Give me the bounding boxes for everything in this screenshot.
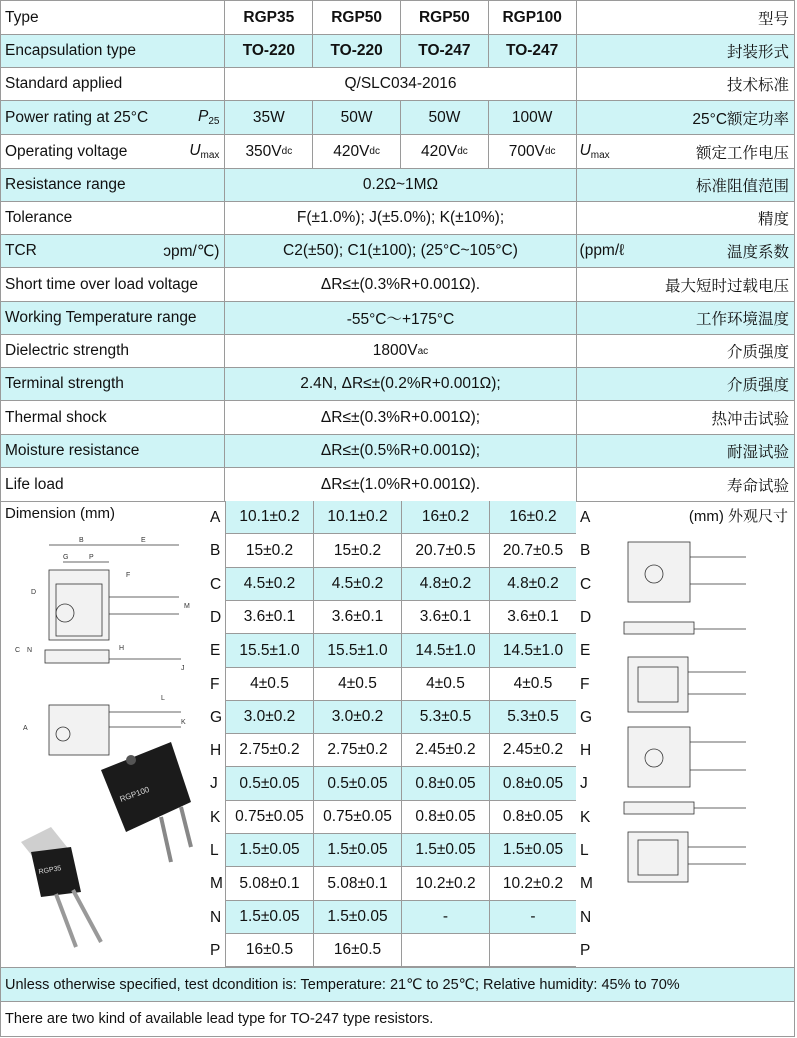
power-3: 50W	[401, 101, 489, 134]
dimension-value: 0.5±0.05	[314, 767, 402, 800]
dimension-value: 4.5±0.2	[314, 568, 402, 600]
svg-text:D: D	[31, 589, 37, 596]
resistance-row	[0, 168, 795, 201]
dimension-value	[402, 934, 490, 966]
dimension-value: 1.5±0.05	[314, 834, 402, 866]
product-photo-rgp100	[101, 742, 191, 862]
resistance-value: 0.2Ω~1MΩ	[225, 169, 576, 201]
dimension-value: 1.5±0.05	[226, 834, 314, 866]
dimension-row-n	[226, 901, 576, 934]
package-1: TO-220	[225, 35, 313, 67]
dimension-value: 3.6±0.1	[402, 601, 490, 633]
dimension-value: 5.08±0.1	[226, 867, 314, 900]
dimension-value: 1.5±0.05	[314, 901, 402, 933]
overload-row	[0, 267, 795, 301]
dimension-value: 16±0.5	[226, 934, 314, 966]
dimension-letter-right: L	[580, 841, 589, 859]
dimension-value: 14.5±1.0	[490, 634, 576, 667]
dimension-letter-right: M	[580, 875, 593, 892]
dimension-letter-left: A	[210, 508, 221, 526]
package-4: TO-247	[489, 35, 577, 67]
to247-drawings	[576, 502, 795, 968]
dimension-value: 0.8±0.05	[502, 808, 564, 825]
dimension-letter-right: J	[580, 775, 588, 792]
dimension-value: 3.0±0.2	[314, 701, 402, 733]
dimension-letter-left: F	[210, 675, 220, 693]
model-3: RGP50	[401, 1, 489, 34]
dimension-row-g	[226, 701, 576, 734]
lead-type-note: There are two kind of available lead type for TO-247 type resistors.	[0, 1001, 795, 1037]
dimension-letter-right: N	[580, 908, 592, 926]
svg-text:A: A	[23, 725, 28, 732]
dimension-letter-left: K	[210, 808, 221, 826]
dimension-value: 4.8±0.2	[490, 568, 576, 600]
dimension-value: 0.75±0.05	[314, 801, 402, 833]
dimension-letter-left: G	[210, 708, 223, 726]
to247-alt-front-view	[628, 727, 746, 787]
row-name	[0, 135, 225, 168]
voltage-2: 420V dc	[313, 135, 401, 168]
power-2: 50W	[313, 101, 401, 134]
to247-front-view	[628, 542, 746, 602]
dimension-letter-right: P	[580, 941, 591, 959]
dimension-row-m	[226, 867, 576, 901]
dimension-letter-left: N	[210, 908, 222, 926]
dimension-letter-left: L	[210, 841, 219, 859]
dimension-row-b	[226, 534, 576, 568]
power-symbol: $P_{25}$	[197, 108, 220, 127]
dimension-value: 5.3±0.5	[490, 701, 576, 733]
svg-text:L: L	[161, 695, 165, 702]
row-name: Encapsulation type	[0, 35, 225, 67]
dimension-row-d	[226, 601, 576, 634]
dimension-letter-left: J	[210, 775, 218, 792]
svg-text:P: P	[89, 554, 94, 561]
row-name: Dielectric strength	[0, 335, 225, 367]
dimension-letter-right: G	[580, 708, 593, 726]
row-name-cn: 寿命试验	[577, 468, 795, 501]
dimension-letter-right: C	[580, 575, 592, 593]
dimension-value: 10.2±0.2	[402, 867, 490, 900]
row-name-cn: 最大短时过载电压	[577, 268, 795, 301]
svg-text:E: E	[141, 537, 146, 544]
dimension-value	[490, 934, 576, 966]
working-temp-value: -55°C～+175°C	[225, 302, 576, 334]
row-name-cn: $U_{max}$ 额定工作电压	[577, 135, 795, 168]
dimension-letter-left: M	[210, 875, 223, 892]
package-2: TO-220	[313, 35, 401, 67]
dimension-value: 0.8±0.05	[402, 767, 490, 800]
dimension-value: 0.5±0.05	[226, 767, 314, 800]
thermal-value: ΔR≤±(0.3%R+0.001Ω);	[225, 401, 576, 434]
svg-text:M: M	[184, 603, 190, 610]
dimension-value: 15.5±1.0	[314, 634, 402, 667]
dimension-value: 4±0.5	[513, 675, 553, 692]
standard-row	[0, 67, 795, 100]
header-row	[0, 0, 795, 34]
model-1: RGP35	[225, 1, 313, 34]
dimension-value: -	[402, 901, 490, 933]
dimension-row-e	[226, 634, 576, 668]
dimension-value: 4.8±0.2	[402, 568, 490, 600]
dimension-value: 1.5±0.05	[490, 834, 576, 866]
dimension-letter-right: E	[580, 642, 591, 659]
to247-side-view	[624, 622, 746, 634]
dimension-value: 2.75±0.2	[226, 734, 314, 766]
tolerance-row	[0, 201, 795, 234]
row-name-cn: 工作环境温度	[577, 302, 795, 334]
dimension-value: 16±0.2	[402, 501, 490, 533]
dimension-letter-right: A	[580, 508, 591, 526]
dimension-row-k	[226, 801, 576, 834]
svg-text:K: K	[181, 719, 186, 726]
row-name	[0, 235, 225, 267]
moisture-value: ΔR≤±(0.5%R+0.001Ω);	[225, 435, 576, 467]
dimension-value: 0.75±0.05	[226, 801, 314, 833]
dimension-letter-right: B	[580, 542, 591, 559]
dimension-row-f	[226, 668, 576, 701]
voltage-1: 350V dc	[225, 135, 313, 168]
encapsulation-row	[0, 34, 795, 67]
svg-text:H: H	[119, 645, 125, 652]
dimension-letter-left: C	[210, 575, 222, 593]
dimension-title: Dimension (mm)	[5, 505, 116, 522]
row-name: Thermal shock	[0, 401, 225, 434]
moisture-row	[0, 434, 795, 467]
row-name: Resistance range	[0, 169, 225, 201]
dielectric-row	[0, 334, 795, 367]
dimension-value: 2.45±0.2	[402, 734, 490, 766]
dimension-letter-left: D	[210, 608, 222, 626]
row-name-cn: 耐湿试验	[577, 435, 795, 467]
dimension-letter-left: B	[210, 542, 221, 559]
row-name-cn: 封装形式	[577, 35, 795, 67]
tcr-unit-cn: (ppm/ℓ	[579, 242, 625, 259]
dimension-value: 10.1±0.2	[314, 501, 402, 533]
tcr-row	[0, 234, 795, 267]
package-3: TO-247	[401, 35, 489, 67]
photo-mark-rgp100: RGP100	[118, 784, 151, 804]
life-row	[0, 467, 795, 501]
row-name: Moisture resistance	[0, 435, 225, 467]
dimension-value: 10.1±0.2	[226, 501, 314, 533]
voltage-symbol-cn: $U_{max}$	[579, 142, 610, 161]
thermal-row	[0, 400, 795, 434]
dimension-value: 3.6±0.1	[507, 608, 559, 625]
row-name: Short time over load voltage	[0, 268, 225, 301]
row-name: Working Temperature range	[0, 302, 225, 334]
tcr-unit: ɔpm/℃)	[163, 242, 220, 260]
dimension-value: 0.8±0.05	[490, 767, 576, 800]
dimension-value: -	[490, 901, 576, 933]
dimension-value: 20.7±0.5	[402, 534, 490, 567]
dimension-value: 4±0.5	[314, 668, 402, 700]
life-value: ΔR≤±(1.0%R+0.001Ω).	[225, 468, 576, 501]
svg-text:N: N	[27, 647, 33, 654]
row-name-cn: 精度	[577, 202, 795, 234]
row-name-cn: (ppm/ℓ 温度系数	[577, 235, 795, 267]
dimension-row-p	[226, 934, 576, 967]
dimension-row-c	[226, 568, 576, 601]
dimension-value: 20.7±0.5	[502, 541, 564, 559]
dimension-value: 3.6±0.1	[314, 601, 402, 633]
dimension-letter-left: E	[210, 642, 221, 659]
dimension-letter-right: K	[580, 808, 591, 826]
svg-text:F: F	[126, 572, 131, 579]
standard-value: Q/SLC034-2016	[225, 68, 576, 100]
model-4: RGP100	[489, 1, 577, 34]
dimension-value: 0.8±0.05	[402, 801, 490, 833]
voltage-4: 700V dc	[489, 135, 577, 168]
dimension-value: 16±0.5	[314, 934, 402, 966]
row-name-cn: 介质强度	[577, 335, 795, 367]
dimension-letter-right: D	[580, 608, 592, 626]
to247-alt-bottom-view	[628, 832, 746, 882]
type-label-cn: 型号	[577, 1, 795, 34]
overload-value: ΔR≤±(0.3%R+0.001Ω).	[225, 268, 576, 301]
row-name-cn: 介质强度	[577, 368, 795, 400]
dimension-drawings-left	[0, 501, 226, 967]
test-conditions-note: Unless otherwise specified, test dcondition is: Temperature: 21℃ to 25℃; Relative humidity: 45% to 70%	[0, 967, 795, 1001]
svg-text:G: G	[63, 554, 69, 561]
dimension-value: 15±0.2	[226, 534, 314, 567]
dimension-letter-left: H	[210, 741, 222, 759]
row-name: Life load	[0, 468, 225, 501]
row-name: Tolerance	[0, 202, 225, 234]
dimension-value: 4±0.5	[226, 668, 314, 700]
dimension-value: 10.2±0.2	[502, 874, 564, 892]
dimension-value: 5.08±0.1	[314, 867, 402, 900]
to247-alt-side-view	[624, 802, 746, 814]
dimension-value: 2.75±0.2	[314, 734, 402, 766]
dimension-value: 16±0.2	[490, 501, 576, 533]
terminal-value: 2.4N, ΔR≤±(0.2%R+0.001Ω);	[225, 368, 576, 400]
dimension-drawings-right	[576, 501, 795, 967]
dielectric-value: 1800V ac	[225, 335, 576, 367]
dimension-value: 15.5±1.0	[226, 634, 314, 667]
power-4: 100W	[489, 101, 577, 134]
to220-front-view	[31, 537, 190, 640]
svg-text:J: J	[181, 665, 185, 672]
row-name: Terminal strength	[0, 368, 225, 400]
dimension-letter-left: P	[210, 941, 221, 959]
tcr-value: C2(±50); C1(±100); (25°C~105°C)	[225, 235, 576, 267]
dimension-value: 4±0.5	[402, 668, 490, 700]
dimension-row-a	[226, 501, 576, 534]
photo-mark-rgp35: RGP35	[38, 865, 62, 876]
dimension-letter-right: F	[580, 675, 590, 693]
row-name-cn: 技术标准	[577, 68, 795, 100]
dimension-row-j	[226, 767, 576, 801]
voltage-3: 420V dc	[401, 135, 489, 168]
power-row	[0, 100, 795, 134]
product-photo-rgp35	[21, 827, 101, 947]
voltage-symbol: $U_{max}$	[189, 142, 220, 161]
to220-side-view	[15, 645, 185, 672]
row-name-text: TCR	[5, 242, 37, 259]
to247-bottom-view	[628, 657, 746, 712]
dimension-value: 15±0.2	[314, 534, 402, 567]
row-name-cn: 标准阻值范围	[577, 169, 795, 201]
dimension-row-h	[226, 734, 576, 767]
terminal-row	[0, 367, 795, 400]
tolerance-value: F(±1.0%); J(±5.0%); K(±10%);	[225, 202, 576, 234]
dimension-letter-right: H	[580, 741, 592, 759]
row-name	[0, 101, 225, 134]
svg-text:B: B	[79, 537, 84, 544]
to220-drawings	[1, 502, 227, 968]
dimension-value: 3.0±0.2	[226, 701, 314, 733]
svg-text:C: C	[15, 647, 21, 654]
dimension-title-cn: (mm) 外观尺寸	[688, 508, 788, 525]
model-2: RGP50	[313, 1, 401, 34]
dimension-value: 2.45±0.2	[502, 741, 564, 758]
voltage-row	[0, 134, 795, 168]
row-name-cn: 25°C额定功率	[577, 101, 795, 134]
dimension-value: 1.5±0.05	[402, 834, 490, 866]
row-name-text: Operating voltage	[5, 142, 128, 160]
dimension-value: 3.6±0.1	[226, 601, 314, 633]
dimension-value: 1.5±0.05	[226, 901, 314, 933]
dimension-value: 5.3±0.5	[402, 701, 490, 733]
working-temp-row	[0, 301, 795, 334]
power-1: 35W	[225, 101, 313, 134]
row-name-cn: 热冲击试验	[577, 401, 795, 434]
row-name-text: Power rating at 25°C	[5, 108, 149, 126]
dimension-value: 14.5±1.0	[402, 634, 490, 667]
dimension-value: 4.5±0.2	[226, 568, 314, 600]
row-name: Standard applied	[0, 68, 225, 100]
type-label: Type	[0, 1, 225, 34]
dimension-row-l	[226, 834, 576, 867]
